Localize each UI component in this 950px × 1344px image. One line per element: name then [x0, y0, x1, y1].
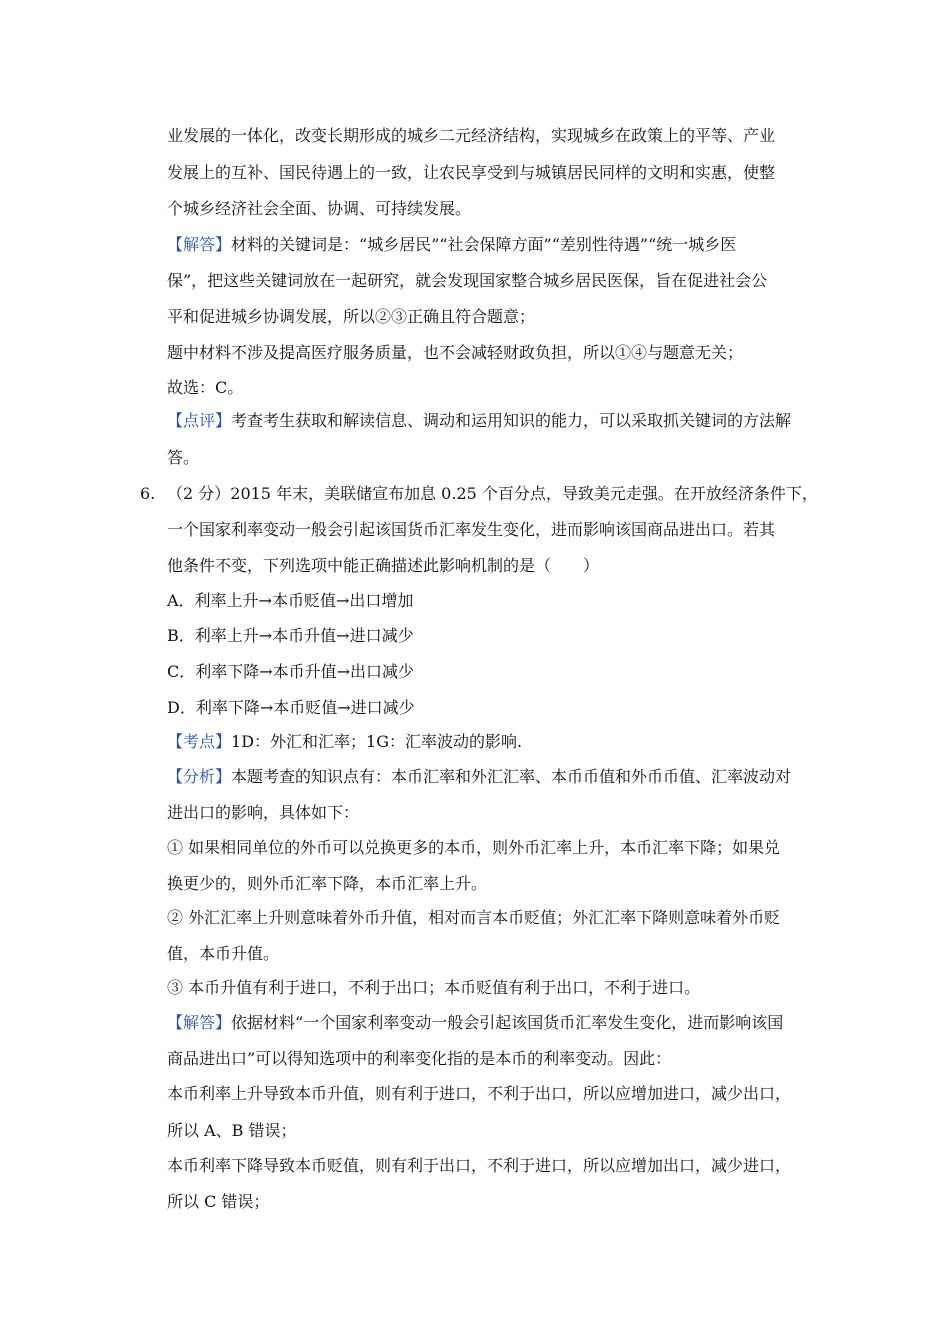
q5-answer-line-5: 故选：C。: [167, 378, 244, 397]
q6-answer-line-5: 本币利率下降导致本币贬值，则有利于出口，不利于进口，所以应增加出口，减少进口，: [167, 1156, 792, 1175]
q6-stem-line-2: 一个国家利率变动一般会引起该国货币汇率发生变化，进而影响该国商品进出口。若其: [167, 520, 776, 539]
q6-analysis-line-7: ③ 本币升值有利于进口，不利于出口；本币贬值有利于出口，不利于进口。: [167, 978, 701, 997]
q6-option-a: A．利率上升→本币贬值→出口增加: [167, 591, 414, 610]
q6-answer-line-3: 本币利率上升导致本币升值，则有利于进口，不利于出口，所以应增加进口，减少出口，: [167, 1084, 792, 1103]
q5-answer-line-2: 保”，把这些关键词放在一起研究，就会发现国家整合城乡居民医保，旨在促进社会公: [167, 271, 768, 290]
answer-text: 依据材料“一个国家利率变动一般会引起该国货币汇率发生变化，进而影响该国: [231, 1013, 784, 1032]
q6-stem-line-1: （2 分）2015 年末，美联储宣布加息 0.25 个百分点，导致美元走强。在开放经济条件下，: [167, 484, 818, 503]
q5-answer-line-3: 平和促进城乡协调发展，所以②③正确且符合题意；: [167, 307, 536, 326]
q6-stem-line-3: 他条件不变，下列选项中能正确描述此影响机制的是（ ）: [167, 556, 600, 575]
q6-analysis-line-4: 换更少的，则外币汇率下降，本币汇率上升。: [167, 874, 488, 893]
q6-answer-line-2: 商品进出口”可以得知选项中的利率变化指的是本币的利率变动。因此：: [167, 1049, 672, 1068]
q6-analysis-line-6: 值，本币升值。: [167, 944, 280, 963]
q6-answer-line-4: 所以 A、B 错误；: [167, 1121, 297, 1140]
q6-option-b: B．利率上升→本币升值→进口减少: [167, 626, 414, 645]
comment-tag: 【点评】: [167, 411, 232, 430]
kaodian-tag: 【考点】: [167, 732, 232, 751]
q6-analysis-line-2: 进出口的影响，具体如下：: [167, 803, 360, 822]
analysis-tag: 【分析】: [167, 767, 232, 786]
q6-answer-line-6: 所以 C 错误；: [167, 1192, 270, 1211]
q6-kaodian: [167, 731, 522, 753]
answer-tag: 【解答】: [167, 235, 232, 254]
q5-answer-line-1: [167, 234, 736, 256]
q5-comment-line-2: 答。: [167, 448, 200, 467]
q6-analysis-line-3: ① 如果相同单位的外币可以兑换更多的本币，则外币汇率上升，本币汇率下降；如果兑: [167, 838, 781, 857]
answer-text: 材料的关键词是：“城乡居民”“社会保障方面”“差别性待遇”“统一城乡医: [231, 235, 737, 254]
q6-number: 6.: [140, 484, 156, 503]
q5-analysis-line-2: 发展上的互补、国民待遇上的一致，让农民享受到与城镇居民同样的文明和实惠，使整: [167, 163, 776, 182]
q6-analysis-line-5: ② 外汇汇率上升则意味着外币升值，相对而言本币贬值；外汇汇率下降则意味着外币贬: [167, 908, 781, 927]
q6-option-d: D．利率下降→本币贬值→进口减少: [167, 698, 415, 717]
kaodian-text: 1D：外汇和汇率；1G：汇率波动的影响.: [231, 732, 523, 751]
answer-tag: 【解答】: [167, 1013, 232, 1032]
q6-option-c: C．利率下降→本币升值→出口减少: [167, 662, 415, 681]
q6-analysis-line-1: [167, 766, 791, 788]
comment-text: 考查考生获取和解读信息、调动和运用知识的能力，可以采取抓关键词的方法解: [231, 411, 792, 430]
q5-comment-line-1: [167, 410, 791, 432]
q5-analysis-line-3: 个城乡经济社会全面、协调、可持续发展。: [167, 199, 472, 218]
q5-answer-line-4: 题中材料不涉及提高医疗服务质量，也不会减轻财政负担，所以①④与题意无关；: [167, 343, 744, 362]
analysis-text: 本题考查的知识点有：本币汇率和外汇汇率、本币币值和外币币值、汇率波动对: [231, 767, 792, 786]
q5-analysis-line-1: 业发展的一体化，改变长期形成的城乡二元经济结构，实现城乡在政策上的平等、产业: [167, 126, 776, 145]
q6-answer-line-1: [167, 1012, 783, 1034]
